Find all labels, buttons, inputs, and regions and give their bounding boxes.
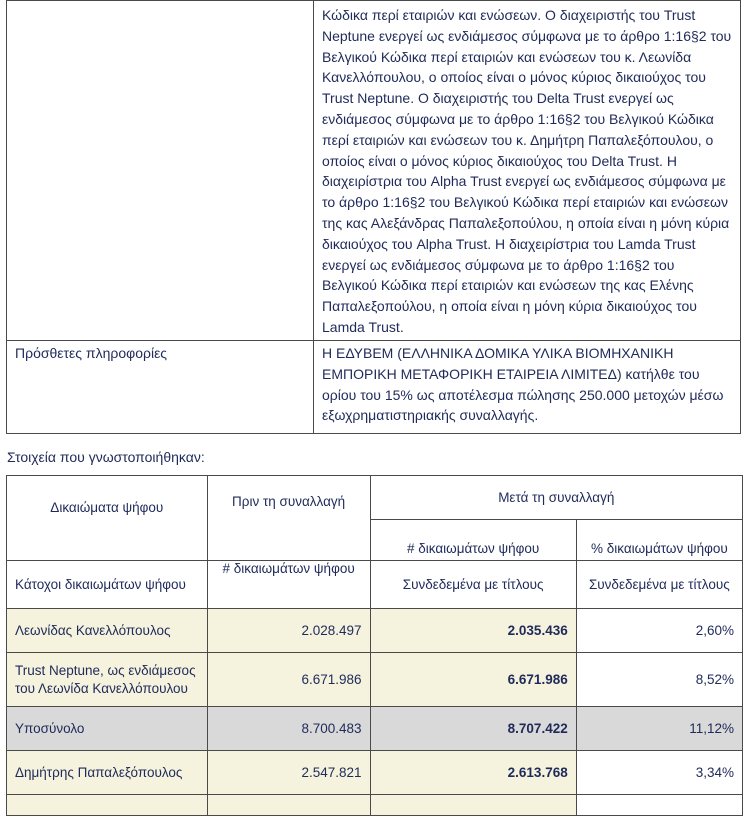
after-pct: 11,12% <box>576 707 742 751</box>
subheader-after-pct: % δικαιωμάτων ψήφου <box>576 520 742 561</box>
linked-label-count: Συνδεδεμένα με τίτλους <box>370 561 576 609</box>
holders-label: Κάτοχοι δικαιωμάτων ψήφου <box>7 561 208 609</box>
after-count: 2.035.436 <box>370 609 576 653</box>
holdings-header-row <box>7 476 743 520</box>
table-row <box>7 795 743 816</box>
header-after-transaction: Μετά τη συναλλαγή <box>370 476 742 520</box>
after-count: 2.613.768 <box>370 751 576 795</box>
proxy-label-cell <box>7 1 314 341</box>
header-before-transaction: Πριν τη συναλλαγή <box>207 476 370 561</box>
holdings-labels-row <box>7 561 743 609</box>
before-count: 2.028.497 <box>207 609 370 653</box>
additional-info-label: Πρόσθετες πληροφορίες <box>7 341 314 434</box>
before-count: 8.700.483 <box>207 707 370 751</box>
holdings-table <box>6 475 743 816</box>
header-voting-rights: Δικαιώματα ψήφου <box>7 476 208 561</box>
after-pct: 3,34% <box>576 751 742 795</box>
after-pct: 2,60% <box>576 609 742 653</box>
after-pct: 8,52% <box>576 653 742 707</box>
after-count: 8.707.422 <box>370 707 576 751</box>
subheader-after-count: # δικαιωμάτων ψήφου <box>370 520 576 561</box>
additional-info-row <box>7 341 741 434</box>
holder-name: Υποσύνολο <box>7 707 208 751</box>
before-count: 2.547.821 <box>207 751 370 795</box>
proxy-row <box>7 1 741 341</box>
table-row <box>7 609 743 653</box>
table-row <box>7 653 743 707</box>
table-row <box>7 751 743 795</box>
disclosed-data-caption: Στοιχεία που γνωστοποιήθηκαν: <box>7 449 205 465</box>
linked-label-pct: Συνδεδεμένα με τίτλους <box>576 561 742 609</box>
disclosure-table <box>6 0 741 434</box>
proxy-text: Κώδικα περί εταιριών και ενώσεων. Ο διαχειριστής του Trust Neptune ενεργεί ως ενδιάμεσος σύμφωνα με το άρθρο 1:16§2 του Βελγικού Κώδικα περί εταιριών και ενώσεων του κ. Λεωνίδα Κανελλόπουλου, ο οποίος είναι ο μόνος κύριος δικαιούχος του Trust Neptune. Ο διαχειριστής του Delta Trust ενεργεί ως ενδιάμεσος σύμφωνα με το άρθρο 1:16§2 του Βελγικού Κώδικα περί εταιριών και ενώσεων του κ. Δημήτρη Παπαλεξόπουλου, ο οποίος είναι ο μόνος κύριος δικαιούχος του Delta Trust. Η διαχειρίστρια του Alpha Trust ενεργεί ως ενδιάμεσος σύμφωνα με το άρθρο 1:16§2 του Βελγικού Κώδικα περί εταιριών και ενώσεων της κας Αλεξάνδρας Παπαλεξοπούλου, η οποία είναι η μόνη κύρια δικαιούχος του Alpha Trust. Η διαχειρίστρια του Lamda Trust ενεργεί ως ενδιάμεσος σύμφωνα με το άρθρο 1:16§2 του Βελγικού Κώδικα περί εταιριών και ενώσεων της κας Ελένης Παπαλεξοπούλου, η οποία είναι η μόνη κύρια δικαιούχος του Lamda Trust. <box>314 1 741 341</box>
table-row <box>7 707 743 751</box>
additional-info-value: Η ΕΔΥΒΕΜ (ΕΛΛΗΝΙΚΑ ΔΟΜΙΚΑ ΥΛΙΚΑ ΒΙΟΜΗΧΑΝΙΚΗ ΕΜΠΟΡΙΚΗ ΜΕΤΑΦΟΡΙΚΗ ΕΤΑΙΡΕΙΑ ΛΙΜΙΤΕΔ) κατήλθε του ορίου του 15% ως αποτέλεσμα πώλησης 250.000 μετοχών μέσω εξωχρηματιστηριακής συναλλαγής. <box>314 341 741 434</box>
holder-name: Trust Neptune, ως ενδιάμεσος του Λεωνίδα Κανελλόπουλου <box>7 653 208 707</box>
holder-name: Λεωνίδας Κανελλόπουλος <box>7 609 208 653</box>
holder-name: Δημήτρης Παπαλεξόπουλος <box>7 751 208 795</box>
subheader-before-count: # δικαιωμάτων ψήφου <box>207 561 370 609</box>
before-count: 6.671.986 <box>207 653 370 707</box>
after-count: 6.671.986 <box>370 653 576 707</box>
